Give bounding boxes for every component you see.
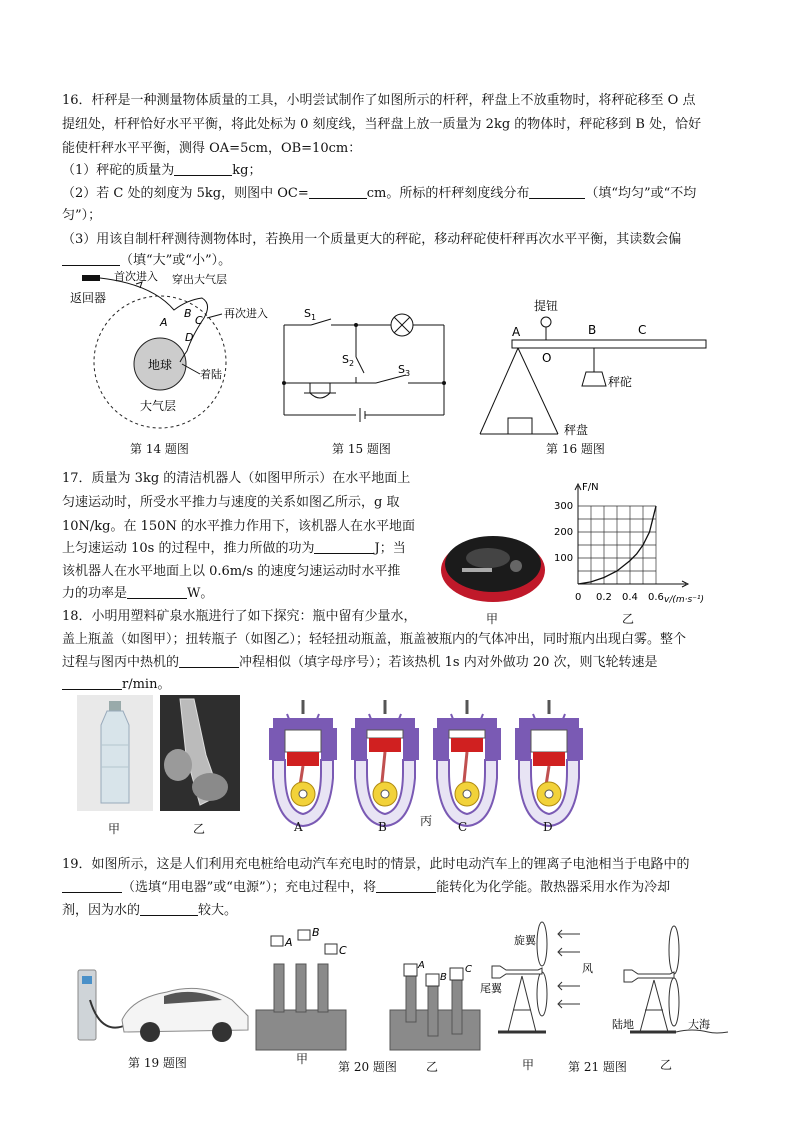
answer-blank[interactable] <box>127 585 187 599</box>
q19-line3-end: 较大。 <box>198 903 238 918</box>
tower-left <box>508 976 522 1032</box>
engine-diagram <box>351 700 419 826</box>
svg-text:S3 <box>398 363 410 378</box>
figure-16 <box>478 292 718 440</box>
engine-diagram <box>515 700 583 826</box>
q19-line3 <box>62 902 237 920</box>
q17-line4 <box>62 540 406 558</box>
y-tick-label: 200 <box>554 527 574 538</box>
bottle-photo-jia <box>77 695 153 811</box>
q17-line5: 该机器人在水平地面上以 0.6m/s 的速度匀速运动时水平推 <box>62 564 401 579</box>
rod-b <box>296 964 306 1012</box>
q19-line1: 19．如图所示，这是人们利用充电桩给电动汽车充电时的情景，此时电动汽车上的锂离子电池相当于电路中的 <box>62 857 690 872</box>
engine-label-b: B <box>378 820 387 834</box>
chart-ticks <box>554 501 664 603</box>
x-tick-label: 0.6 <box>648 592 664 603</box>
q16-part1-unit: kg； <box>232 163 262 178</box>
rod-a <box>406 976 416 1022</box>
q17-line4-text: 上匀速运动 10s 的过程中，推力所做的功为 <box>62 541 315 556</box>
label-fig21-jia: 甲 <box>522 1058 535 1072</box>
q18-line3-end: 冲程相似（填字母序号）；若该热机 1s 内对外做功 20 次，则飞轮转速是 <box>239 655 658 670</box>
pan-string-right <box>518 348 558 434</box>
q16-part3: （3）用该自制杆秤测待测物体时，若换用一个质量更大的秤砣，移动秤砣使杆秤再次水平平衡，其读数会偏 <box>62 232 682 247</box>
label-atmosphere: 大气层 <box>140 399 177 413</box>
x-tick-label: 0 <box>575 592 582 603</box>
q16-part2-text: （2）若 C 处的刻度为 5kg，则图中 OC= <box>62 186 309 201</box>
point-a: A <box>160 316 168 329</box>
q18-line2: 盖上瓶盖（如图甲）；扭转瓶子（如图乙）；轻轻扭动瓶盖，瓶盖被瓶内的气体冲出，同时瓶内出现白雾。整个 <box>62 632 687 647</box>
label-jia: 甲 <box>108 822 121 836</box>
q16-line1: 16．杆秤是一种测量物体质量的工具，小明尝试制作了如图所示的杆秤，秤盘上不放重物时，将秤砣移至 O 点 <box>62 93 696 108</box>
caption-fig16: 第 16 题图 <box>546 442 605 456</box>
engine-diagram <box>433 700 501 826</box>
q16-part2 <box>62 185 696 203</box>
answer-blank[interactable] <box>62 252 120 266</box>
label-fig20-yi: 乙 <box>426 1060 439 1074</box>
q16-part1 <box>62 162 261 180</box>
point-b: B <box>184 307 192 320</box>
base-block <box>256 1010 346 1050</box>
returner-capsule <box>82 275 100 281</box>
caption-fig21: 第 21 题图 <box>568 1060 627 1074</box>
caption-fig15: 第 15 题图 <box>332 442 391 456</box>
label-o: O <box>542 351 552 365</box>
figure-20-jia <box>252 922 362 1052</box>
chart-grid <box>578 506 656 584</box>
answer-blank[interactable] <box>62 879 122 893</box>
label-earth: 地球 <box>148 358 173 372</box>
answer-blank[interactable] <box>174 162 232 176</box>
q16-part2-end: （填“均匀”或“不均 <box>585 186 697 201</box>
rod-c <box>318 964 328 1012</box>
engine-label-a: A <box>294 820 303 834</box>
q18-line3-text: 过程与图丙中热机的 <box>62 655 180 670</box>
figure-19-ev-charging <box>72 960 252 1050</box>
block-b <box>298 930 310 940</box>
robot-display <box>462 568 492 572</box>
label-c: C <box>638 323 647 337</box>
blade-bottom <box>537 972 547 1016</box>
engine-label-c: C <box>458 820 468 834</box>
q16-part2-cont: 匀”）； <box>62 208 102 223</box>
label-tail: 尾翼 <box>480 982 502 995</box>
figure-14 <box>62 266 268 456</box>
label-sea: 大海 <box>688 1018 710 1031</box>
block-a <box>404 964 417 976</box>
q18-line1: 18．小明用塑料矿泉水瓶进行了如下探究：瓶中留有少量水， <box>62 609 417 624</box>
blade-bottom <box>669 978 679 1026</box>
figure-20-yi <box>386 950 486 1054</box>
block-a <box>271 936 283 946</box>
x-tick-label: 0.2 <box>596 592 612 603</box>
answer-blank[interactable] <box>179 654 239 668</box>
q17-line3: 10N/kg。在 150N 的水平推力作用下，该机器人在水平地面 <box>62 519 415 534</box>
chart-caption: 乙 <box>622 612 635 626</box>
leader <box>207 314 222 318</box>
q16-part3-end: （填“大”或“小”）。 <box>120 253 232 268</box>
label-s1: S <box>304 307 311 320</box>
rod-a <box>274 964 284 1012</box>
q19-line2-end: 能转化为化学能。散热器采用水作为冷却 <box>436 880 671 895</box>
rod-b <box>428 986 438 1036</box>
pan-object <box>508 418 532 434</box>
answer-blank[interactable] <box>529 185 585 199</box>
force-velocity-chart <box>548 478 734 614</box>
label-b: B <box>440 972 447 983</box>
label-c: C <box>339 944 347 957</box>
car-wheel-front <box>140 1022 160 1042</box>
q17-line6-end: W。 <box>187 586 214 601</box>
q16-line3: 能使杆秤水平平衡，测得 OA=5cm，OB=10cm： <box>62 141 362 156</box>
label-s3-sub: 3 <box>404 369 411 378</box>
answer-blank[interactable] <box>140 902 198 916</box>
q18-line4 <box>62 676 170 694</box>
blade-top <box>537 922 547 966</box>
label-c: C <box>465 964 472 975</box>
figure-21-yi <box>612 924 732 1044</box>
label-yi: 乙 <box>193 822 206 836</box>
label-a: A <box>512 325 521 339</box>
car-wheel-rear <box>212 1022 232 1042</box>
blade-top <box>669 926 679 974</box>
block-b <box>426 974 439 986</box>
junction <box>442 381 446 385</box>
q17-line1: 17．质量为 3kg 的清洁机器人（如图甲所示）在水平地面上 <box>62 471 411 486</box>
pan-string-left <box>480 348 518 434</box>
wind-arrows <box>558 930 580 1008</box>
q19-line2-text: （选填“用电器”或“电源”）；充电过程中，将 <box>122 880 377 895</box>
point-c: C <box>195 314 203 327</box>
label-bing: 丙 <box>420 814 433 828</box>
label-s2: S <box>342 353 349 366</box>
label-land: 陆地 <box>612 1018 634 1031</box>
weight <box>582 372 606 386</box>
tower-right <box>522 976 536 1032</box>
q18-line3 <box>62 654 658 672</box>
label-a: A <box>285 936 293 949</box>
answer-blank[interactable] <box>62 676 122 690</box>
answer-blank[interactable] <box>314 540 374 554</box>
robot-panel <box>466 548 510 568</box>
y-tick-label: 300 <box>554 501 574 512</box>
junction <box>282 381 286 385</box>
label-robot-jia: 甲 <box>486 612 499 626</box>
label-s1-sub: 1 <box>310 313 317 322</box>
tower-left <box>640 980 654 1032</box>
label-exit-atmosphere: 穿出大气层 <box>172 273 227 286</box>
x-tick-label: 0.4 <box>622 592 638 603</box>
label-b: B <box>312 926 320 939</box>
nacelle <box>624 970 674 982</box>
x-axis-label: v/(m·s⁻¹) <box>664 595 705 605</box>
block-c <box>450 968 463 980</box>
label-weight: 秤砣 <box>608 375 633 389</box>
label-first-entry: 首次进入 <box>114 270 158 283</box>
q17-line2: 匀速运动时，所受水平推力与速度的关系如图乙所示，g 取 <box>62 495 400 510</box>
chart-axes <box>575 482 704 605</box>
q18-line4-end: r/min。 <box>122 677 171 692</box>
rod-c <box>452 980 462 1034</box>
label-knob: 提钮 <box>534 299 559 313</box>
label-a: A <box>418 960 425 971</box>
engine-label-d: D <box>543 820 553 834</box>
junction <box>354 323 358 327</box>
q19-line2 <box>62 879 670 897</box>
caption-fig14: 第 14 题图 <box>130 442 189 456</box>
beam <box>512 340 706 348</box>
q16-line2: 提纽处，杆秤恰好水平平衡，将此处标为 0 刻度线，当秤盘上放一质量为 2kg 的物体时，秤砣移到 B 处，恰好 <box>62 117 702 132</box>
y-axis-label: F/N <box>582 482 599 493</box>
caption-fig20: 第 20 题图 <box>338 1060 397 1074</box>
point-d: D <box>185 331 194 344</box>
robot-button <box>510 560 522 572</box>
label-s2-sub: 2 <box>348 359 355 368</box>
knob-ring <box>541 317 551 327</box>
block-c <box>325 944 337 954</box>
tower-right <box>654 980 668 1032</box>
y-tick-label: 100 <box>554 553 574 564</box>
answer-blank[interactable] <box>309 185 367 199</box>
svg-text:S2 <box>342 353 354 368</box>
engine-diagram <box>269 700 337 826</box>
label-re-entry: 再次进入 <box>224 307 268 320</box>
label-pan: 秤盘 <box>564 423 589 437</box>
nacelle <box>492 966 542 978</box>
label-s3: S <box>398 363 405 376</box>
figure-15 <box>276 305 456 435</box>
bottle-photo-yi <box>160 695 240 811</box>
q16-part2-mid: cm。所标的杆秤刻度线分布 <box>366 186 530 201</box>
label-fig20-jia: 甲 <box>296 1052 309 1066</box>
q17-line6-text: 力的功率是 <box>62 586 128 601</box>
label-rotor: 旋翼 <box>514 934 536 947</box>
q19-line3-text: 剂，因为水的 <box>62 903 141 918</box>
q17-line6 <box>62 585 213 603</box>
pile-screen <box>82 976 92 984</box>
label-landing: 着陆 <box>200 368 222 381</box>
q16-part1-text: （1）秤砣的质量为 <box>62 163 175 178</box>
answer-blank[interactable] <box>376 879 436 893</box>
robot-image <box>438 520 548 610</box>
label-b: B <box>588 323 597 337</box>
figure-21-jia <box>478 920 608 1044</box>
svg-text:S1 <box>304 307 316 322</box>
label-fig21-yi: 乙 <box>660 1058 673 1072</box>
caption-fig19: 第 19 题图 <box>128 1056 187 1070</box>
label-returner: 返回器 <box>70 291 107 305</box>
q17-line4-end: J；当 <box>374 541 406 556</box>
label-wind: 风 <box>582 962 593 975</box>
